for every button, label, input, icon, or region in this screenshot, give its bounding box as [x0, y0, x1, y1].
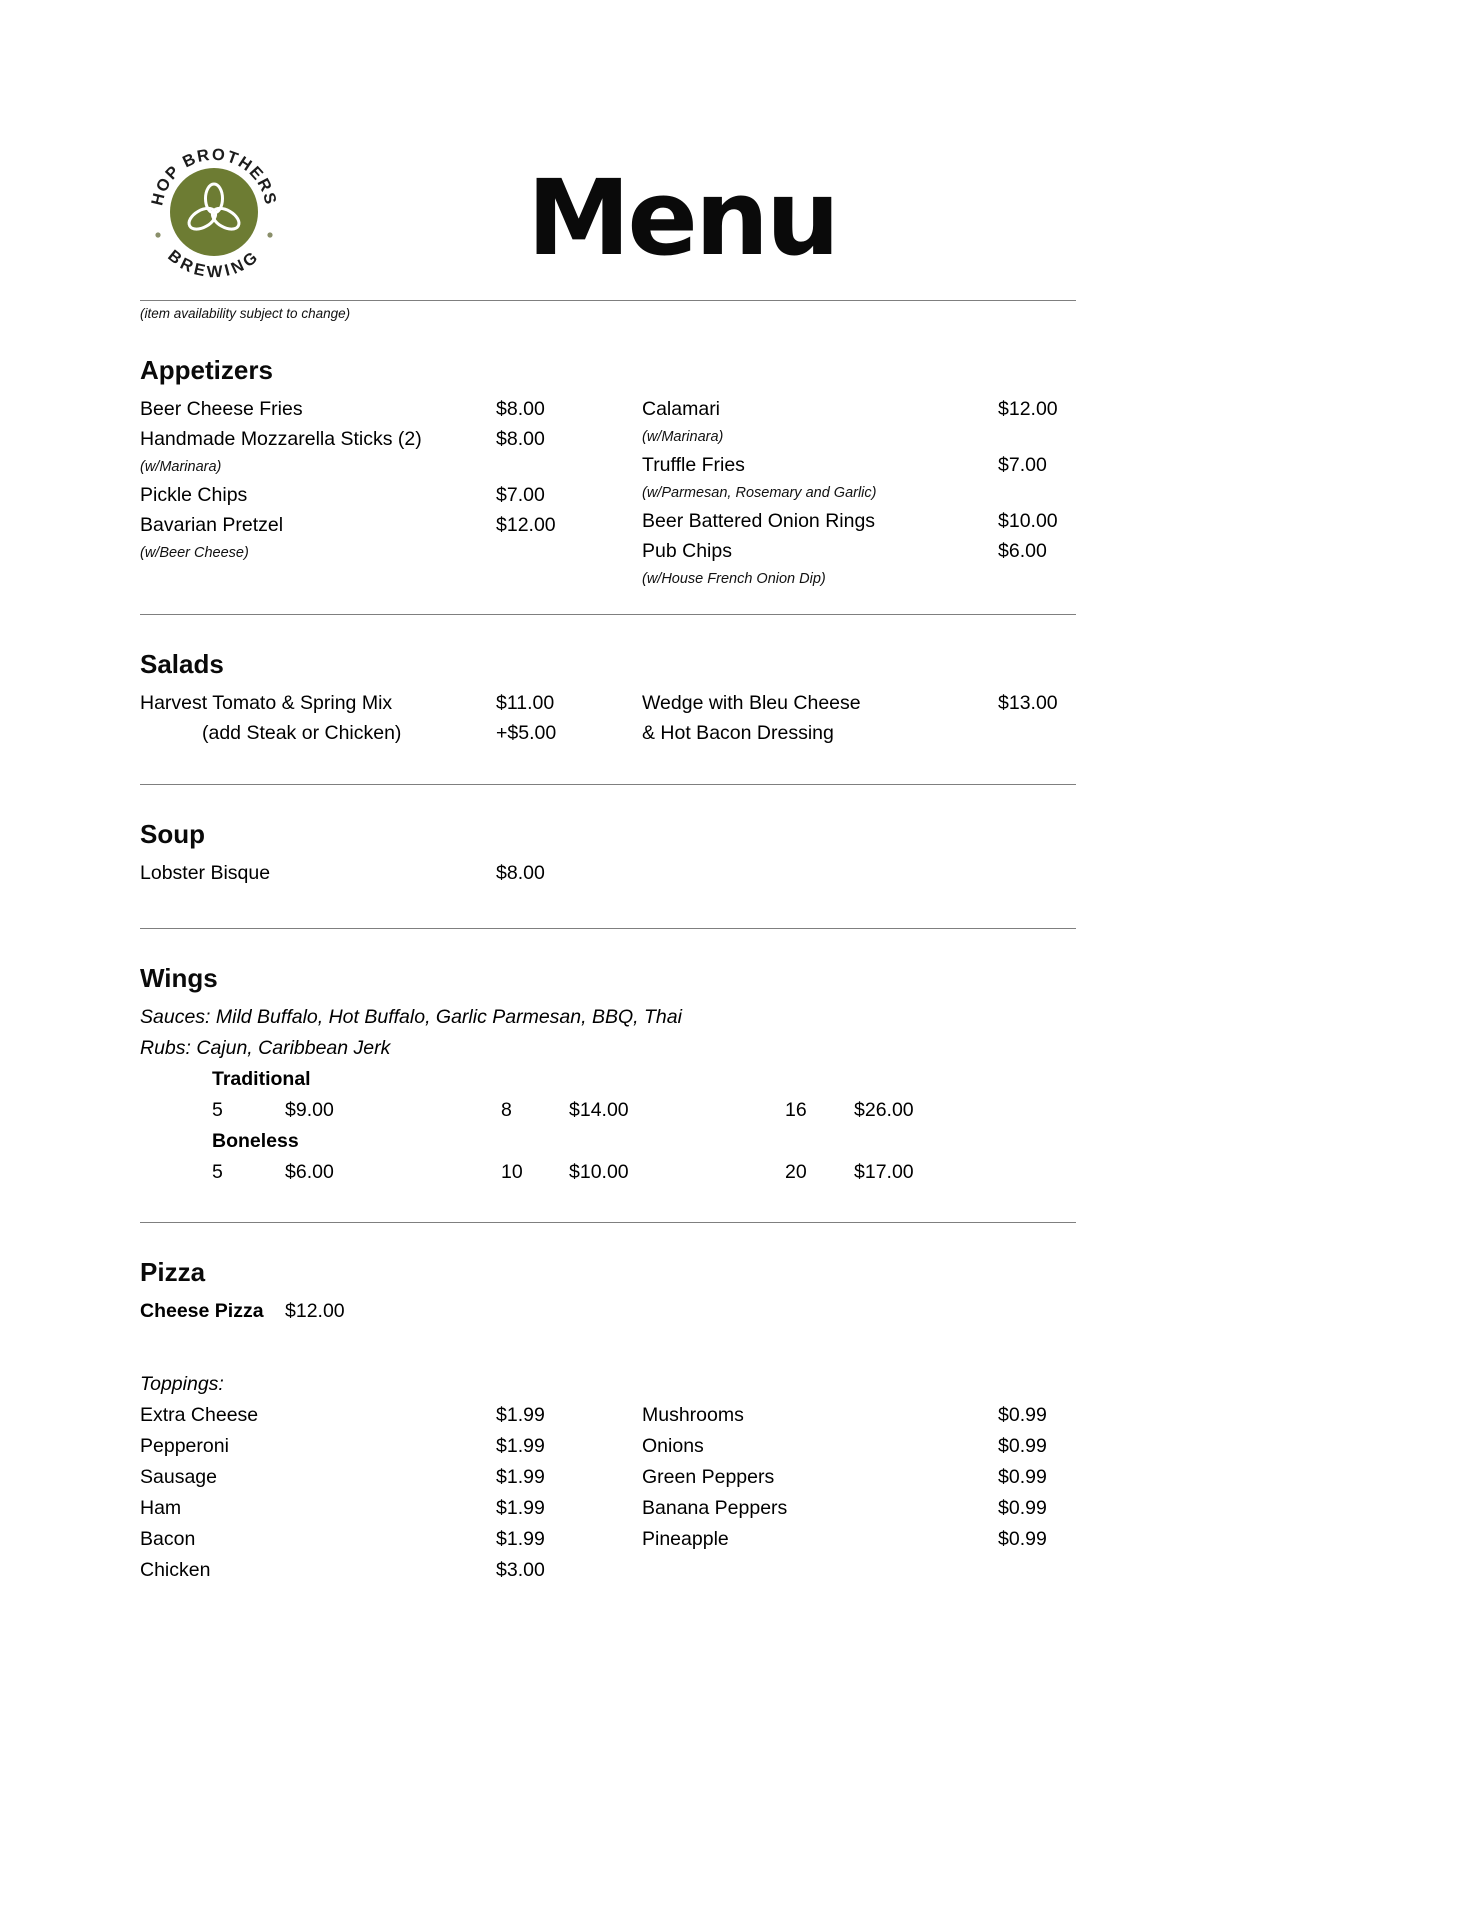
toppings-columns: [140, 1400, 1076, 1586]
pizza-heading: Pizza: [140, 1257, 206, 1287]
item-name: Pub Chips: [642, 540, 732, 562]
wing-price: $14.00: [569, 1099, 629, 1121]
menu-item: [642, 450, 1076, 480]
item-price: $0.99: [998, 1404, 1047, 1426]
item-price: $1.99: [496, 1497, 545, 1519]
soup-heading: Soup: [140, 819, 205, 849]
wings-traditional-prices: [140, 1095, 1076, 1126]
item-price: $3.00: [496, 1559, 545, 1581]
salads-columns: [140, 688, 1076, 748]
menu-item: [140, 1493, 642, 1524]
menu-item: [642, 1431, 1076, 1462]
item-price: $7.00: [998, 454, 1047, 476]
menu-item: [140, 688, 642, 718]
wings-heading: Wings: [140, 963, 218, 993]
menu-item: [140, 424, 642, 454]
wing-qty: 10: [501, 1161, 523, 1183]
item-name: Chicken: [140, 1559, 211, 1581]
section-wings: [140, 963, 1076, 1188]
item-note: (w/Marinara): [642, 429, 724, 445]
menu-item: [140, 1462, 642, 1493]
item-price: $8.00: [496, 862, 545, 884]
logo-separator-dot-left: [155, 232, 160, 237]
menu-item: [642, 1493, 1076, 1524]
wing-qty: 5: [212, 1099, 223, 1121]
logo-bottom-text: BREWING: [164, 246, 264, 282]
menu-item: [140, 510, 642, 540]
item-name: Handmade Mozzarella Sticks (2): [140, 428, 422, 450]
item-note: (w/Marinara): [140, 459, 222, 475]
section-appetizers: [140, 355, 1076, 592]
item-name: Pickle Chips: [140, 484, 248, 506]
item-price: $1.99: [496, 1435, 545, 1457]
item-name: (add Steak or Chicken): [202, 722, 402, 744]
section-soup: [140, 819, 1076, 888]
wing-price: $10.00: [569, 1161, 629, 1183]
appetizers-left-column: [140, 394, 642, 566]
item-name: Pineapple: [642, 1528, 729, 1550]
menu-item: [140, 1555, 642, 1586]
menu-item: [642, 536, 1076, 566]
item-price: $6.00: [998, 540, 1047, 562]
item-price: $7.00: [496, 484, 545, 506]
item-name: Lobster Bisque: [140, 862, 271, 884]
menu-item: [140, 1431, 642, 1462]
menu-item: [140, 480, 642, 510]
menu-item: [642, 1524, 1076, 1555]
menu-item: [140, 1524, 642, 1555]
item-price: $0.99: [998, 1497, 1047, 1519]
item-name: Calamari: [642, 398, 721, 420]
wing-qty: 8: [501, 1099, 512, 1121]
menu-item: [642, 1462, 1076, 1493]
item-price: $0.99: [998, 1435, 1047, 1457]
menu-item: [642, 1400, 1076, 1431]
section-divider: [140, 784, 1076, 785]
item-price: +$5.00: [496, 722, 557, 744]
item-name: Beer Cheese Fries: [140, 398, 303, 420]
item-name: Green Peppers: [642, 1466, 775, 1488]
wing-qty: 5: [212, 1161, 223, 1183]
wings-sauces: Sauces: Mild Buffalo, Hot Buffalo, Garlic Parmesan, BBQ, Thai: [140, 1006, 682, 1028]
salads-left-column: [140, 688, 642, 748]
salads-right-column: [642, 688, 1076, 748]
header: [140, 138, 1076, 286]
item-price: $1.99: [496, 1528, 545, 1550]
wing-price: $6.00: [285, 1161, 334, 1183]
wings-rubs: Rubs: Cajun, Caribbean Jerk: [140, 1037, 391, 1059]
menu-item: [140, 858, 1076, 888]
item-price: $8.00: [496, 398, 545, 420]
item-name: Sausage: [140, 1466, 217, 1488]
item-price: $12.00: [285, 1300, 345, 1322]
item-price: $1.99: [496, 1466, 545, 1488]
item-price: $13.00: [998, 692, 1058, 714]
item-name: Bavarian Pretzel: [140, 514, 284, 536]
section-divider: [140, 928, 1076, 929]
menu-item: [140, 718, 642, 748]
toppings-label: Toppings:: [140, 1373, 224, 1395]
item-note: (w/Parmesan, Rosemary and Garlic): [642, 485, 877, 501]
item-price: $11.00: [496, 692, 555, 714]
appetizers-columns: [140, 394, 1076, 592]
menu-item: [140, 1400, 642, 1431]
item-name: Extra Cheese: [140, 1404, 259, 1426]
logo-separator-dot-right: [267, 232, 272, 237]
item-name: Beer Battered Onion Rings: [642, 510, 876, 532]
logo-top-text: HOP BROTHERS: [148, 145, 280, 208]
item-name: Onions: [642, 1435, 704, 1457]
item-price: $0.99: [998, 1466, 1047, 1488]
item-price: $12.00: [998, 398, 1058, 420]
header-divider: [140, 300, 1076, 301]
item-note: (w/House French Onion Dip): [642, 571, 826, 587]
page-title: Menu: [526, 157, 838, 279]
menu-item: [642, 688, 1076, 718]
wing-qty: 20: [785, 1161, 807, 1183]
item-name: Ham: [140, 1497, 182, 1519]
appetizers-heading: Appetizers: [140, 355, 273, 385]
item-name: Truffle Fries: [642, 454, 745, 476]
item-name: Harvest Tomato & Spring Mix: [140, 692, 393, 714]
item-name: Cheese Pizza: [140, 1300, 264, 1322]
item-price: $8.00: [496, 428, 545, 450]
availability-note: (item availability subject to change): [140, 306, 351, 321]
wing-price: $9.00: [285, 1099, 334, 1121]
wing-qty: 16: [785, 1099, 807, 1121]
menu-item: [642, 718, 1076, 748]
wings-boneless-prices: [140, 1157, 1076, 1188]
menu-item: [642, 506, 1076, 536]
wings-traditional-label: Traditional: [212, 1068, 311, 1090]
section-divider: [140, 1222, 1076, 1223]
appetizers-right-column: [642, 394, 1076, 592]
brewery-logo: [140, 138, 288, 286]
item-name: Mushrooms: [642, 1404, 744, 1426]
wings-boneless-label: Boneless: [212, 1130, 299, 1152]
item-price: $12.00: [496, 514, 556, 536]
item-name: Bacon: [140, 1528, 196, 1550]
item-price: $1.99: [496, 1404, 545, 1426]
wing-price: $17.00: [854, 1161, 914, 1183]
menu-item: [140, 1296, 1076, 1327]
title-wrap: [288, 138, 1076, 279]
toppings-right-column: [642, 1400, 1076, 1555]
section-pizza: [140, 1257, 1076, 1586]
section-divider: [140, 614, 1076, 615]
section-salads: [140, 649, 1076, 748]
item-name: Pepperoni: [140, 1435, 229, 1457]
item-name: Wedge with Bleu Cheese: [642, 692, 861, 714]
wing-price: $26.00: [854, 1099, 914, 1121]
menu-item: [140, 394, 642, 424]
item-name: Banana Peppers: [642, 1497, 788, 1519]
item-note: (w/Beer Cheese): [140, 545, 249, 561]
item-price: $10.00: [998, 510, 1058, 532]
item-price: $0.99: [998, 1528, 1047, 1550]
toppings-left-column: [140, 1400, 642, 1586]
item-name: & Hot Bacon Dressing: [642, 722, 834, 744]
menu-item: [642, 394, 1076, 424]
salads-heading: Salads: [140, 649, 224, 679]
